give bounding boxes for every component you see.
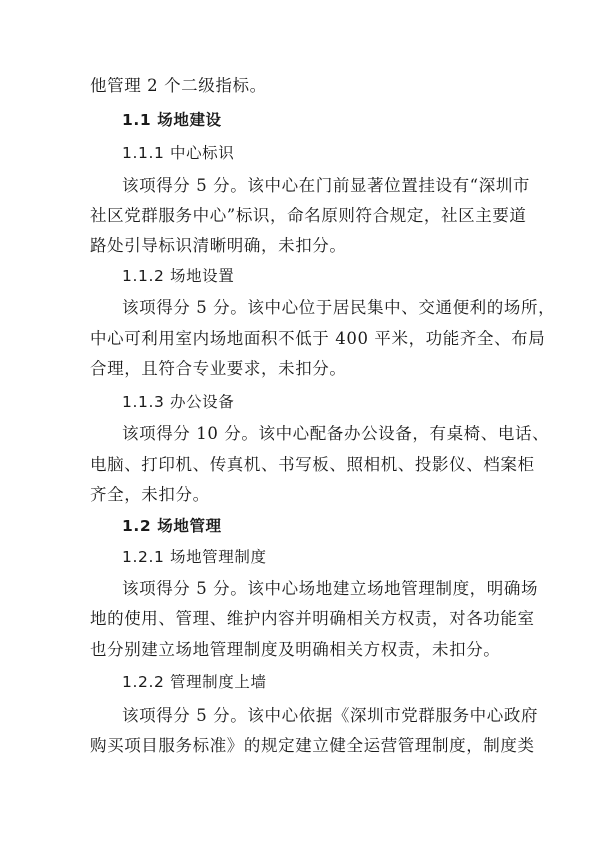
text-line: 他管理 2 个二级指标。	[90, 76, 267, 95]
paragraph-line: 齐全，未扣分。	[90, 485, 210, 504]
subsection-heading-1-1-1: 1.1.1 中心标识	[122, 144, 235, 162]
paragraph-line: 该项得分 10 分。该中心配备办公设备，有桌椅、电话、	[122, 424, 550, 443]
section-heading-1-2: 1.2 场地管理	[122, 517, 222, 535]
paragraph-line: 合理，且符合专业要求，未扣分。	[90, 359, 347, 378]
subsection-heading-1-1-3: 1.1.3 办公设备	[122, 393, 235, 411]
paragraph-line: 也分别建立场地管理制度及明确相关方权责，未扣分。	[90, 640, 501, 659]
paragraph-line: 社区党群服务中心”标识，命名原则符合规定，社区主要道	[90, 206, 527, 225]
paragraph-line: 该项得分 5 分。该中心在门前显著位置挂设有“深圳市	[122, 176, 531, 195]
paragraph-line: 地的使用、管理、维护内容并明确相关方权责，对各功能室	[90, 609, 535, 628]
paragraph-line: 该项得分 5 分。该中心依据《深圳市党群服务中心政府	[122, 706, 539, 725]
paragraph-line: 中心可利用室内场地面积不低于 400 平米，功能齐全、布局	[90, 329, 546, 348]
paragraph-line: 电脑、打印机、传真机、书写板、照相机、投影仪、档案柜	[90, 455, 535, 474]
section-heading-1-1: 1.1 场地建设	[122, 111, 222, 129]
paragraph-line: 该项得分 5 分。该中心位于居民集中、交通便利的场所，	[122, 298, 556, 317]
subsection-heading-1-2-1: 1.2.1 场地管理制度	[122, 548, 267, 566]
subsection-heading-1-2-2: 1.2.2 管理制度上墙	[122, 673, 267, 691]
paragraph-line: 该项得分 5 分。该中心场地建立场地管理制度，明确场	[122, 579, 539, 598]
subsection-heading-1-1-2: 1.1.2 场地设置	[122, 267, 235, 285]
paragraph-line: 路处引导标识清晰明确，未扣分。	[90, 236, 347, 255]
paragraph-line: 购买项目服务标准》的规定建立健全运营管理制度，制度类	[90, 736, 535, 755]
